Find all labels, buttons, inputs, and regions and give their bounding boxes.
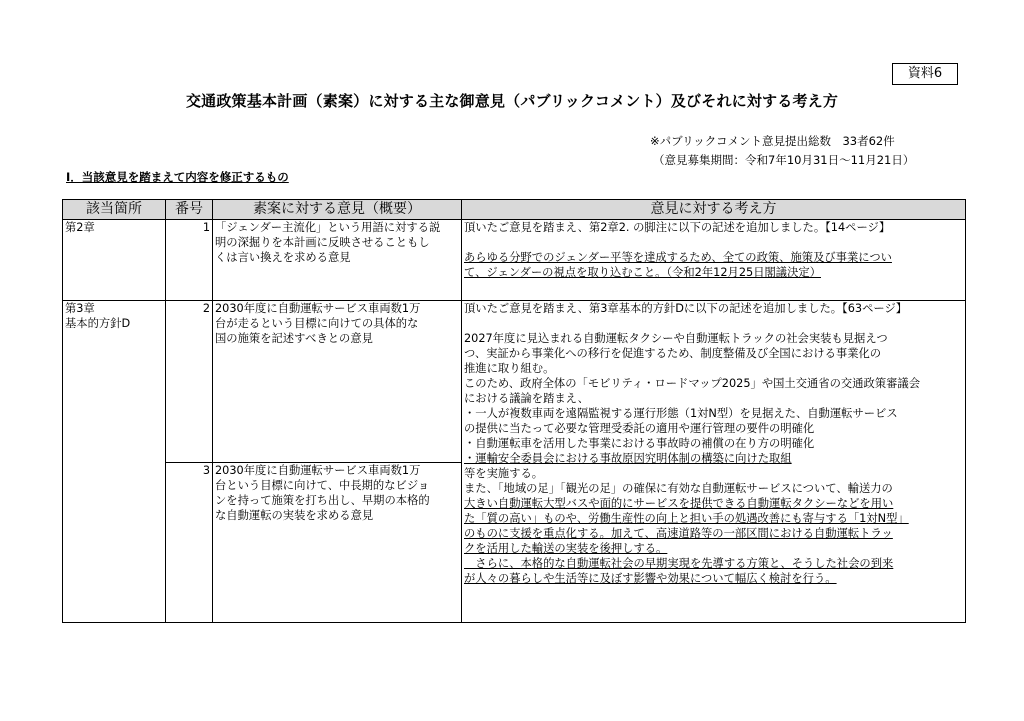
- summary-line: 明の深掘りを本計画に反映させることもし: [215, 236, 430, 249]
- response-line: ・運輸安全委員会における事故原因究明体制の構築に向けた取組: [464, 452, 792, 465]
- summary-line: 台という目標に向けて、中長期的なビジョ: [215, 479, 430, 492]
- section-heading: Ⅰ．当該意見を踏まえて内容を修正するもの: [66, 170, 289, 184]
- header-response: 意見に対する考え方: [462, 200, 966, 220]
- response-line: つ、実証から事業化への移行を促進するため、制度整備及び全国における事業化の: [464, 347, 882, 360]
- number-cell: 3: [166, 463, 213, 623]
- opinions-table: [62, 199, 966, 623]
- response-line: あらゆる分野でのジェンダー平等を達成するため、全ての政策、施策及び事業につい: [464, 251, 892, 264]
- summary-cell: [213, 463, 462, 623]
- response-line: の提供に当たって必要な管理受委託の適用や運行管理の要件の明確化: [464, 422, 815, 435]
- location-text: 第2章: [65, 221, 95, 234]
- response-line: 大きい自動運転大型バスや面的にサービスを提供できる自動運転タクシーなどを用い: [464, 497, 894, 510]
- response-line: このため、政府全体の「モビリティ・ロードマップ2025」や国土交通省の交通政策審議会: [464, 377, 921, 390]
- header-number: 番号: [166, 200, 213, 220]
- response-line: さらに、本格的な自動運転社会の早期実現を先導する方策と、そうした社会の到来: [464, 557, 894, 570]
- response-cell: [462, 301, 966, 623]
- response-intro: 頂いたご意見を踏まえ、第2章2. の脚注に以下の記述を追加しました。【14ページ】: [464, 221, 891, 234]
- response-line: 等を実施する。: [464, 467, 544, 480]
- response-line: における議論を踏まえ、: [464, 392, 589, 405]
- table-row: [63, 220, 966, 301]
- summary-line: くは言い換えを求める意見: [215, 251, 351, 264]
- submission-total: ※パブリックコメント意見提出総数 33者62件: [650, 134, 895, 148]
- response-line: た「質の高い」ものや、労働生産性の向上と担い手の処遇改善にも寄与する「1対N型」: [464, 512, 909, 525]
- table-header-row: [63, 200, 966, 220]
- summary-line: 台が走るという目標に向けての具体的な: [215, 317, 419, 330]
- response-line: また、「地域の足」「観光の足」の確保に有効な自動運転サービスについて、輸送力の: [464, 482, 893, 495]
- summary-line: 「ジェンダー主流化」という用語に対する説: [215, 221, 441, 234]
- document-label: 資料6: [892, 63, 958, 85]
- response-cell: [462, 220, 966, 301]
- location-text: 第3章: [65, 302, 95, 315]
- table-row: [63, 301, 966, 463]
- page-title: 交通政策基本計画（素案）に対する主な御意見（パブリックコメント）及びそれに対する考え方: [185, 92, 839, 110]
- summary-cell: [213, 220, 462, 301]
- header-location: 該当箇所: [63, 200, 166, 220]
- response-line: ・自動運転車を活用した事業における事故時の補償の在り方の明確化: [464, 437, 815, 450]
- number-cell: 1: [166, 220, 213, 301]
- response-line: のものに支援を重点化する。加えて、高速道路等の一部区間における自動運転トラッ: [464, 527, 893, 540]
- response-line: クを活用した輸送の実装を後押しする。: [464, 542, 668, 555]
- summary-line: な自動運転の実装を求める意見: [215, 509, 374, 522]
- response-line: ・一人が複数車両を遠隔監視する運行形態（1対N型）を見据えた、自動運転サービス: [464, 407, 898, 420]
- header-summary: 素案に対する意見（概要）: [213, 200, 462, 220]
- response-line: 推進に取り組む。: [464, 362, 555, 375]
- summary-cell: [213, 301, 462, 463]
- location-cell: [63, 301, 166, 623]
- response-line: 2027年度に見込まれる自動運転タクシーや自動運転トラックの社会実装も見据えつ: [464, 332, 888, 345]
- summary-line: ンを持って施策を打ち出し、早期の本格的: [215, 494, 430, 507]
- summary-line: 2030年度に自動運転サービス車両数1万: [215, 464, 421, 477]
- summary-line: 国の施策を記述すべきとの意見: [215, 332, 373, 345]
- response-line: て、ジェンダーの視点を取り込むこと。（令和2年12月25日閣議決定）: [464, 266, 821, 279]
- response-intro: 頂いたご意見を踏まえ、第3章基本的方針Dに以下の記述を追加しました。【63ページ】: [464, 302, 908, 315]
- location-text: 基本的方針D: [65, 317, 131, 330]
- comment-period: （意見募集期間：令和7年10月31日～11月21日）: [653, 153, 915, 167]
- number-cell: 2: [166, 301, 213, 463]
- location-cell: [63, 220, 166, 301]
- response-line: が人々の暮らしや生活等に及ぼす影響や効果について幅広く検討を行う。: [464, 572, 837, 585]
- summary-line: 2030年度に自動運転サービス車両数1万: [215, 302, 421, 315]
